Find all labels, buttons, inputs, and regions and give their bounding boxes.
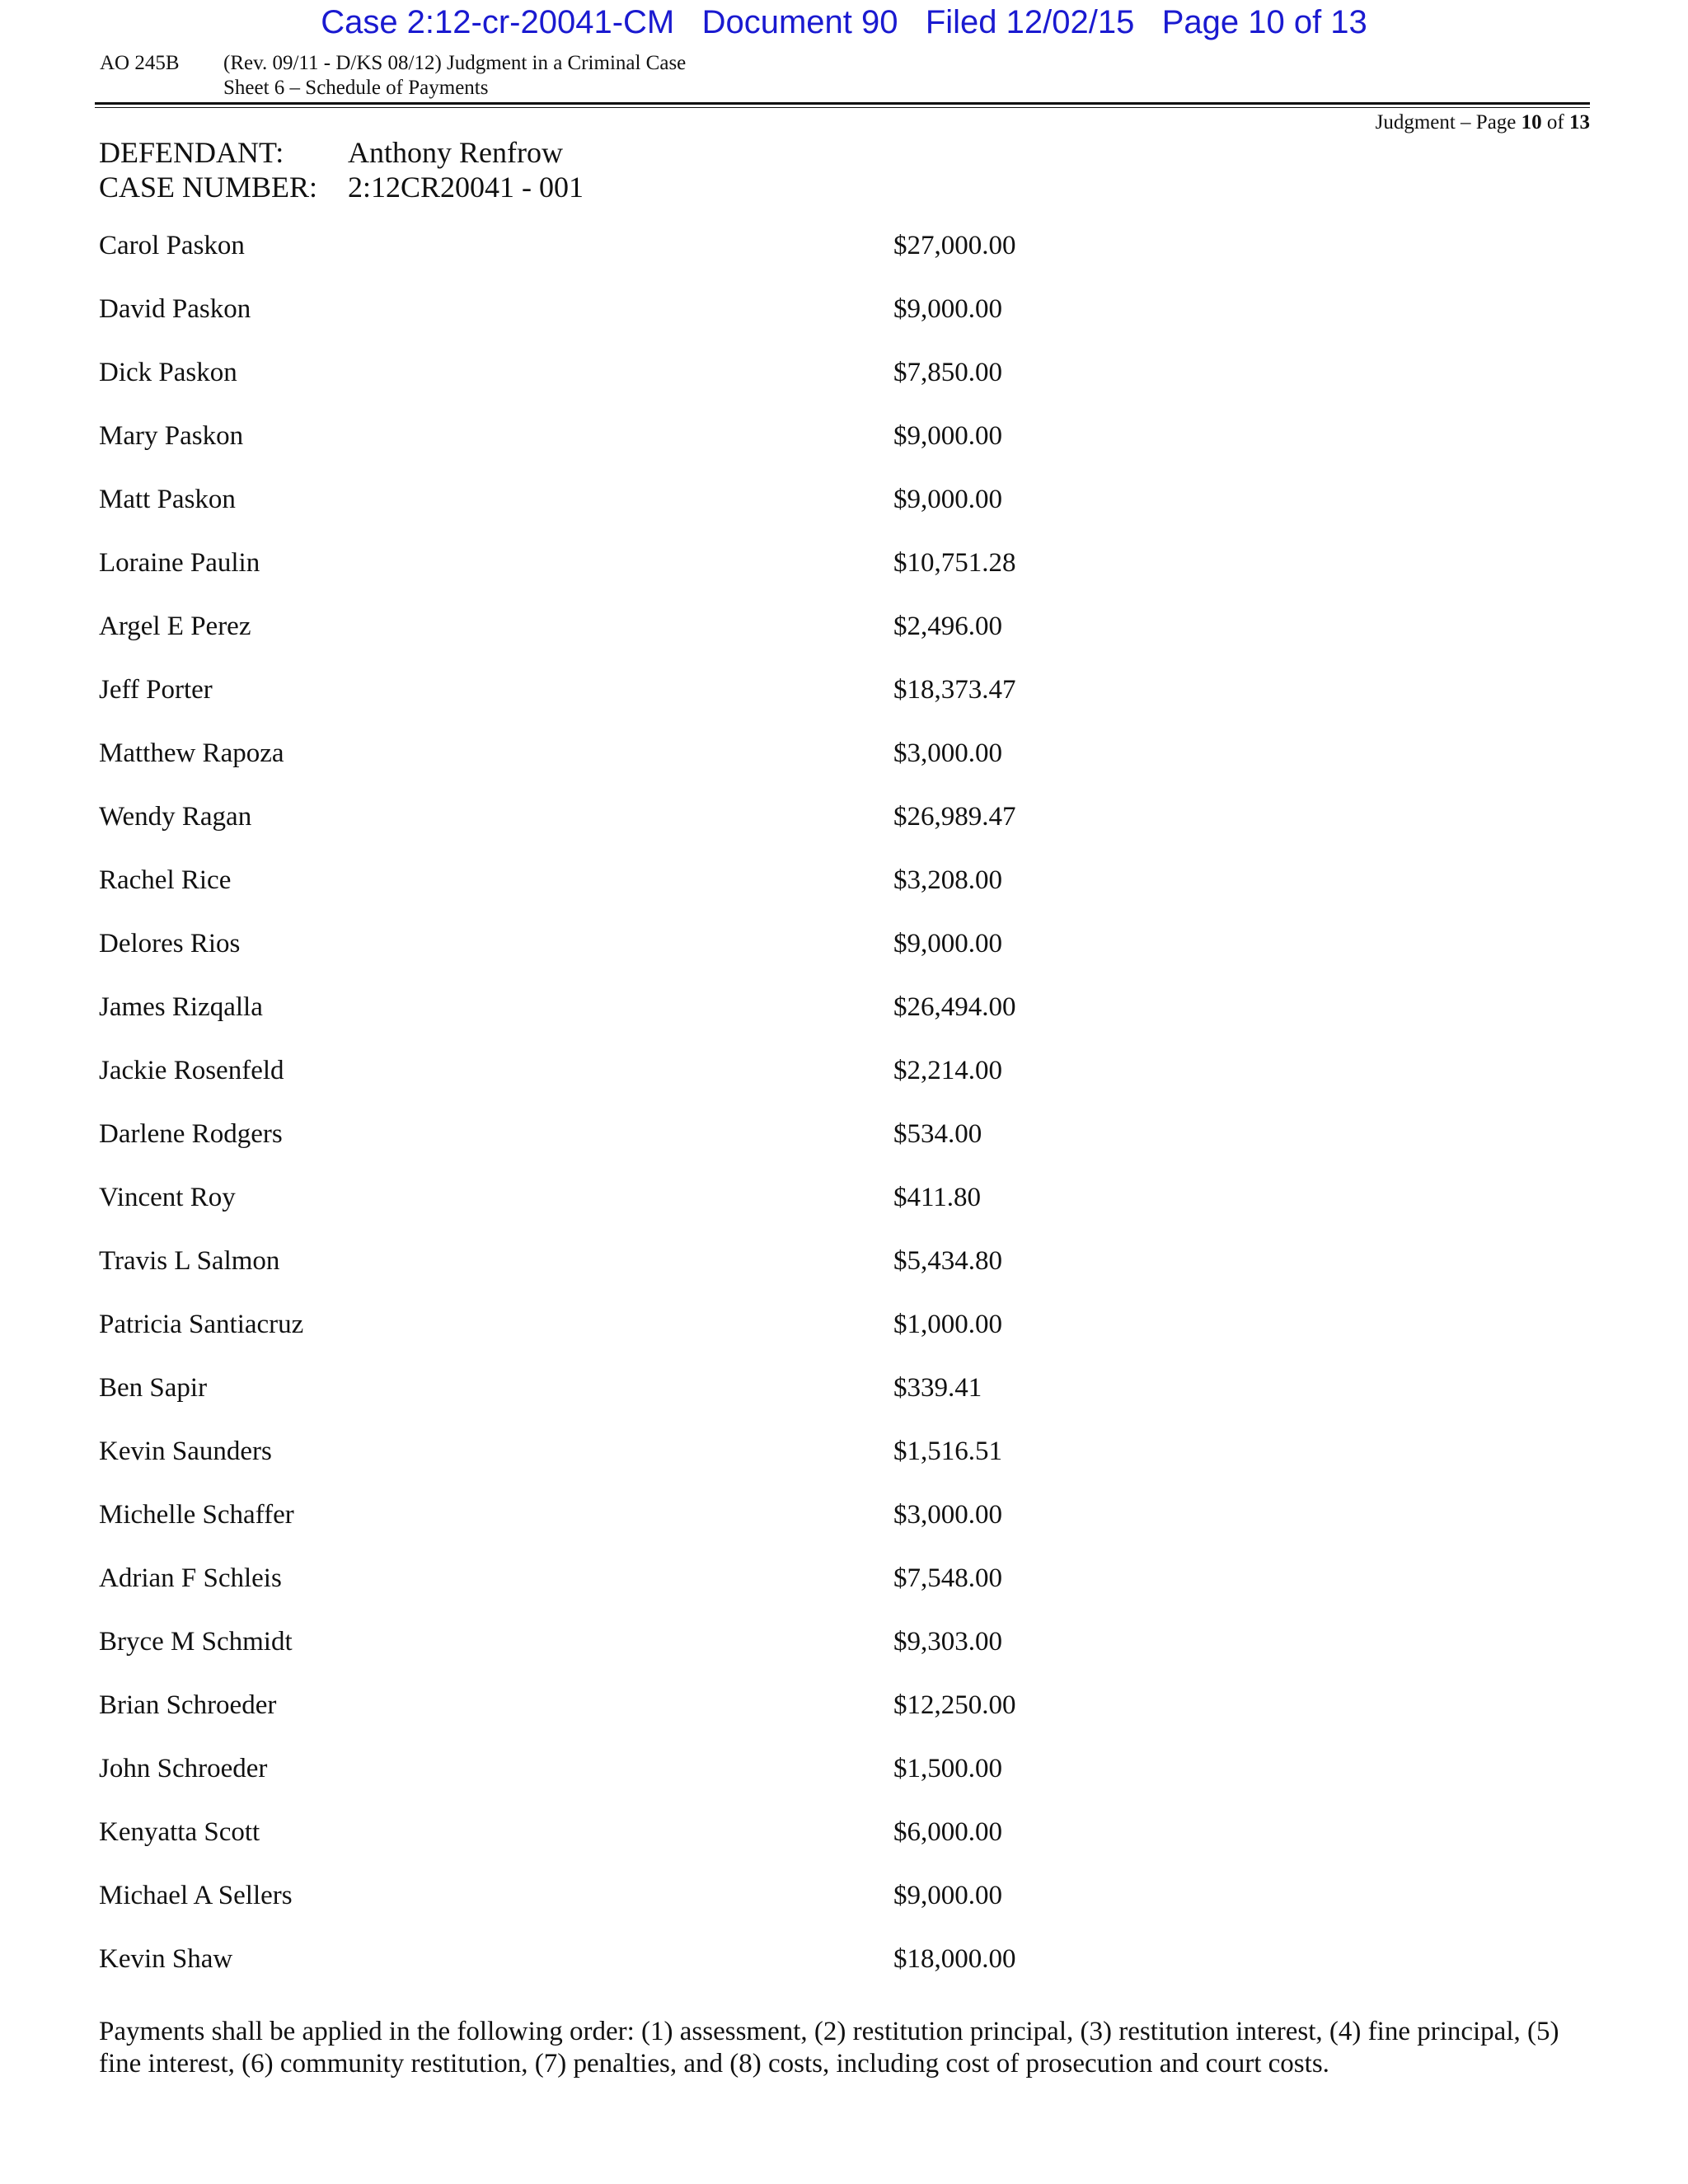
list-item	[99, 1304, 1500, 1367]
victim-name: Dick Paskon	[99, 358, 237, 387]
restitution-amount: $9,000.00	[893, 421, 1002, 451]
list-item	[99, 1367, 1500, 1431]
list-item	[99, 479, 1500, 542]
restitution-amount: $5,434.80	[893, 1246, 1002, 1276]
victim-name: Wendy Ragan	[99, 802, 252, 832]
restitution-amount: $10,751.28	[893, 548, 1016, 578]
restitution-amount: $3,000.00	[893, 738, 1002, 768]
restitution-amount: $9,000.00	[893, 294, 1002, 324]
list-item	[99, 1938, 1500, 2002]
victim-name: Vincent Roy	[99, 1183, 236, 1212]
victim-name: Patricia Santiacruz	[99, 1310, 304, 1339]
list-item	[99, 923, 1500, 987]
defendant-label: DEFENDANT:	[99, 136, 284, 169]
filing-stamp-header: Case 2:12-cr-20041-CM Document 90 Filed 12/02/15 Page 10 of 13	[321, 4, 1367, 40]
victim-name: Kevin Shaw	[99, 1944, 233, 1974]
restitution-amount: $3,000.00	[893, 1500, 1002, 1530]
form-number: AO 245B	[100, 52, 180, 74]
judgment-page-indicator	[1376, 110, 1590, 135]
restitution-amount: $9,000.00	[893, 929, 1002, 958]
restitution-amount: $7,850.00	[893, 358, 1002, 387]
victim-name: Matt Paskon	[99, 485, 236, 514]
payments-order-note: Payments shall be applied in the following order: (1) assessment, (2) restitution principal, (3) restitution interest, (4) fine principal, (5) fine interest, (6) community restitution, (7) penalties, and (8) costs, including cost of prosecution and court costs.	[99, 2017, 1559, 2079]
restitution-amount: $1,500.00	[893, 1754, 1002, 1783]
restitution-amount: $27,000.00	[893, 231, 1016, 260]
page-prefix: Judgment – Page	[1375, 111, 1522, 134]
header-divider-thick	[95, 102, 1590, 105]
page-total: 13	[1569, 111, 1590, 134]
victim-name: Kevin Saunders	[99, 1436, 272, 1466]
restitution-amount: $1,000.00	[893, 1310, 1002, 1339]
list-item	[99, 1621, 1500, 1685]
list-item	[99, 1494, 1500, 1558]
list-item	[99, 1240, 1500, 1304]
victim-name: Michelle Schaffer	[99, 1500, 294, 1530]
list-item	[99, 1875, 1500, 1938]
list-item	[99, 1685, 1500, 1748]
defendant-row	[99, 135, 563, 170]
list-item	[99, 288, 1500, 352]
restitution-amount: $9,000.00	[893, 485, 1002, 514]
victim-name: Jeff Porter	[99, 675, 213, 705]
list-item	[99, 860, 1500, 923]
victim-name: Michael A Sellers	[99, 1881, 293, 1910]
form-description	[223, 51, 686, 101]
list-item	[99, 1113, 1500, 1177]
restitution-amount: $18,373.47	[893, 675, 1016, 705]
restitution-amount: $411.80	[893, 1183, 982, 1212]
victim-name: Darlene Rodgers	[99, 1119, 283, 1149]
list-item	[99, 1177, 1500, 1240]
list-item	[99, 1431, 1500, 1494]
victim-name: Adrian F Schleis	[99, 1563, 282, 1593]
list-item	[99, 606, 1500, 669]
list-item	[99, 1050, 1500, 1113]
form-revision: (Rev. 09/11 - D/KS 08/12) Judgment in a Criminal Case	[223, 52, 687, 74]
victim-name: Delores Rios	[99, 929, 241, 958]
victim-name: John Schroeder	[99, 1754, 268, 1783]
list-item	[99, 225, 1500, 288]
page-current: 10	[1521, 111, 1542, 134]
restitution-amount: $2,496.00	[893, 612, 1002, 641]
victim-name: Carol Paskon	[99, 231, 245, 260]
restitution-amount: $339.41	[893, 1373, 982, 1403]
page-of: of	[1541, 111, 1569, 134]
victim-name: Brian Schroeder	[99, 1690, 277, 1720]
list-item	[99, 796, 1500, 860]
list-item	[99, 542, 1500, 606]
victim-name: Ben Sapir	[99, 1373, 208, 1403]
victim-name: Jackie Rosenfeld	[99, 1056, 284, 1085]
victim-name: Mary Paskon	[99, 421, 244, 451]
case-number-row	[99, 170, 584, 204]
case-number-label: CASE NUMBER:	[99, 171, 318, 204]
restitution-amount: $3,208.00	[893, 865, 1002, 895]
defendant-name: Anthony Renfrow	[348, 136, 563, 169]
header-divider-thin	[95, 107, 1590, 108]
restitution-amount: $2,214.00	[893, 1056, 1002, 1085]
victim-name: Argel E Perez	[99, 612, 251, 641]
restitution-amount: $9,000.00	[893, 1881, 1002, 1910]
restitution-list	[99, 225, 1500, 2002]
victim-name: James Rizqalla	[99, 992, 263, 1022]
victim-name: Kenyatta Scott	[99, 1817, 260, 1847]
restitution-amount: $26,494.00	[893, 992, 1016, 1022]
victim-name: Matthew Rapoza	[99, 738, 284, 768]
list-item	[99, 352, 1500, 415]
list-item	[99, 1811, 1500, 1875]
restitution-amount: $26,989.47	[893, 802, 1016, 832]
list-item	[99, 415, 1500, 479]
restitution-amount: $9,303.00	[893, 1627, 1002, 1657]
restitution-amount: $7,548.00	[893, 1563, 1002, 1593]
list-item	[99, 987, 1500, 1050]
restitution-amount: $1,516.51	[893, 1436, 1002, 1466]
victim-name: Loraine Paulin	[99, 548, 260, 578]
victim-name: David Paskon	[99, 294, 251, 324]
form-sheet: Sheet 6 – Schedule of Payments	[223, 77, 489, 99]
case-number-value: 2:12CR20041 - 001	[348, 171, 584, 204]
list-item	[99, 733, 1500, 796]
victim-name: Travis L Salmon	[99, 1246, 280, 1276]
restitution-amount: $12,250.00	[893, 1690, 1016, 1720]
victim-name: Rachel Rice	[99, 865, 232, 895]
list-item	[99, 1748, 1500, 1811]
victim-name: Bryce M Schmidt	[99, 1627, 293, 1657]
list-item	[99, 1558, 1500, 1621]
restitution-amount: $18,000.00	[893, 1944, 1016, 1974]
list-item	[99, 669, 1500, 733]
restitution-amount: $6,000.00	[893, 1817, 1002, 1847]
restitution-amount: $534.00	[893, 1119, 982, 1149]
